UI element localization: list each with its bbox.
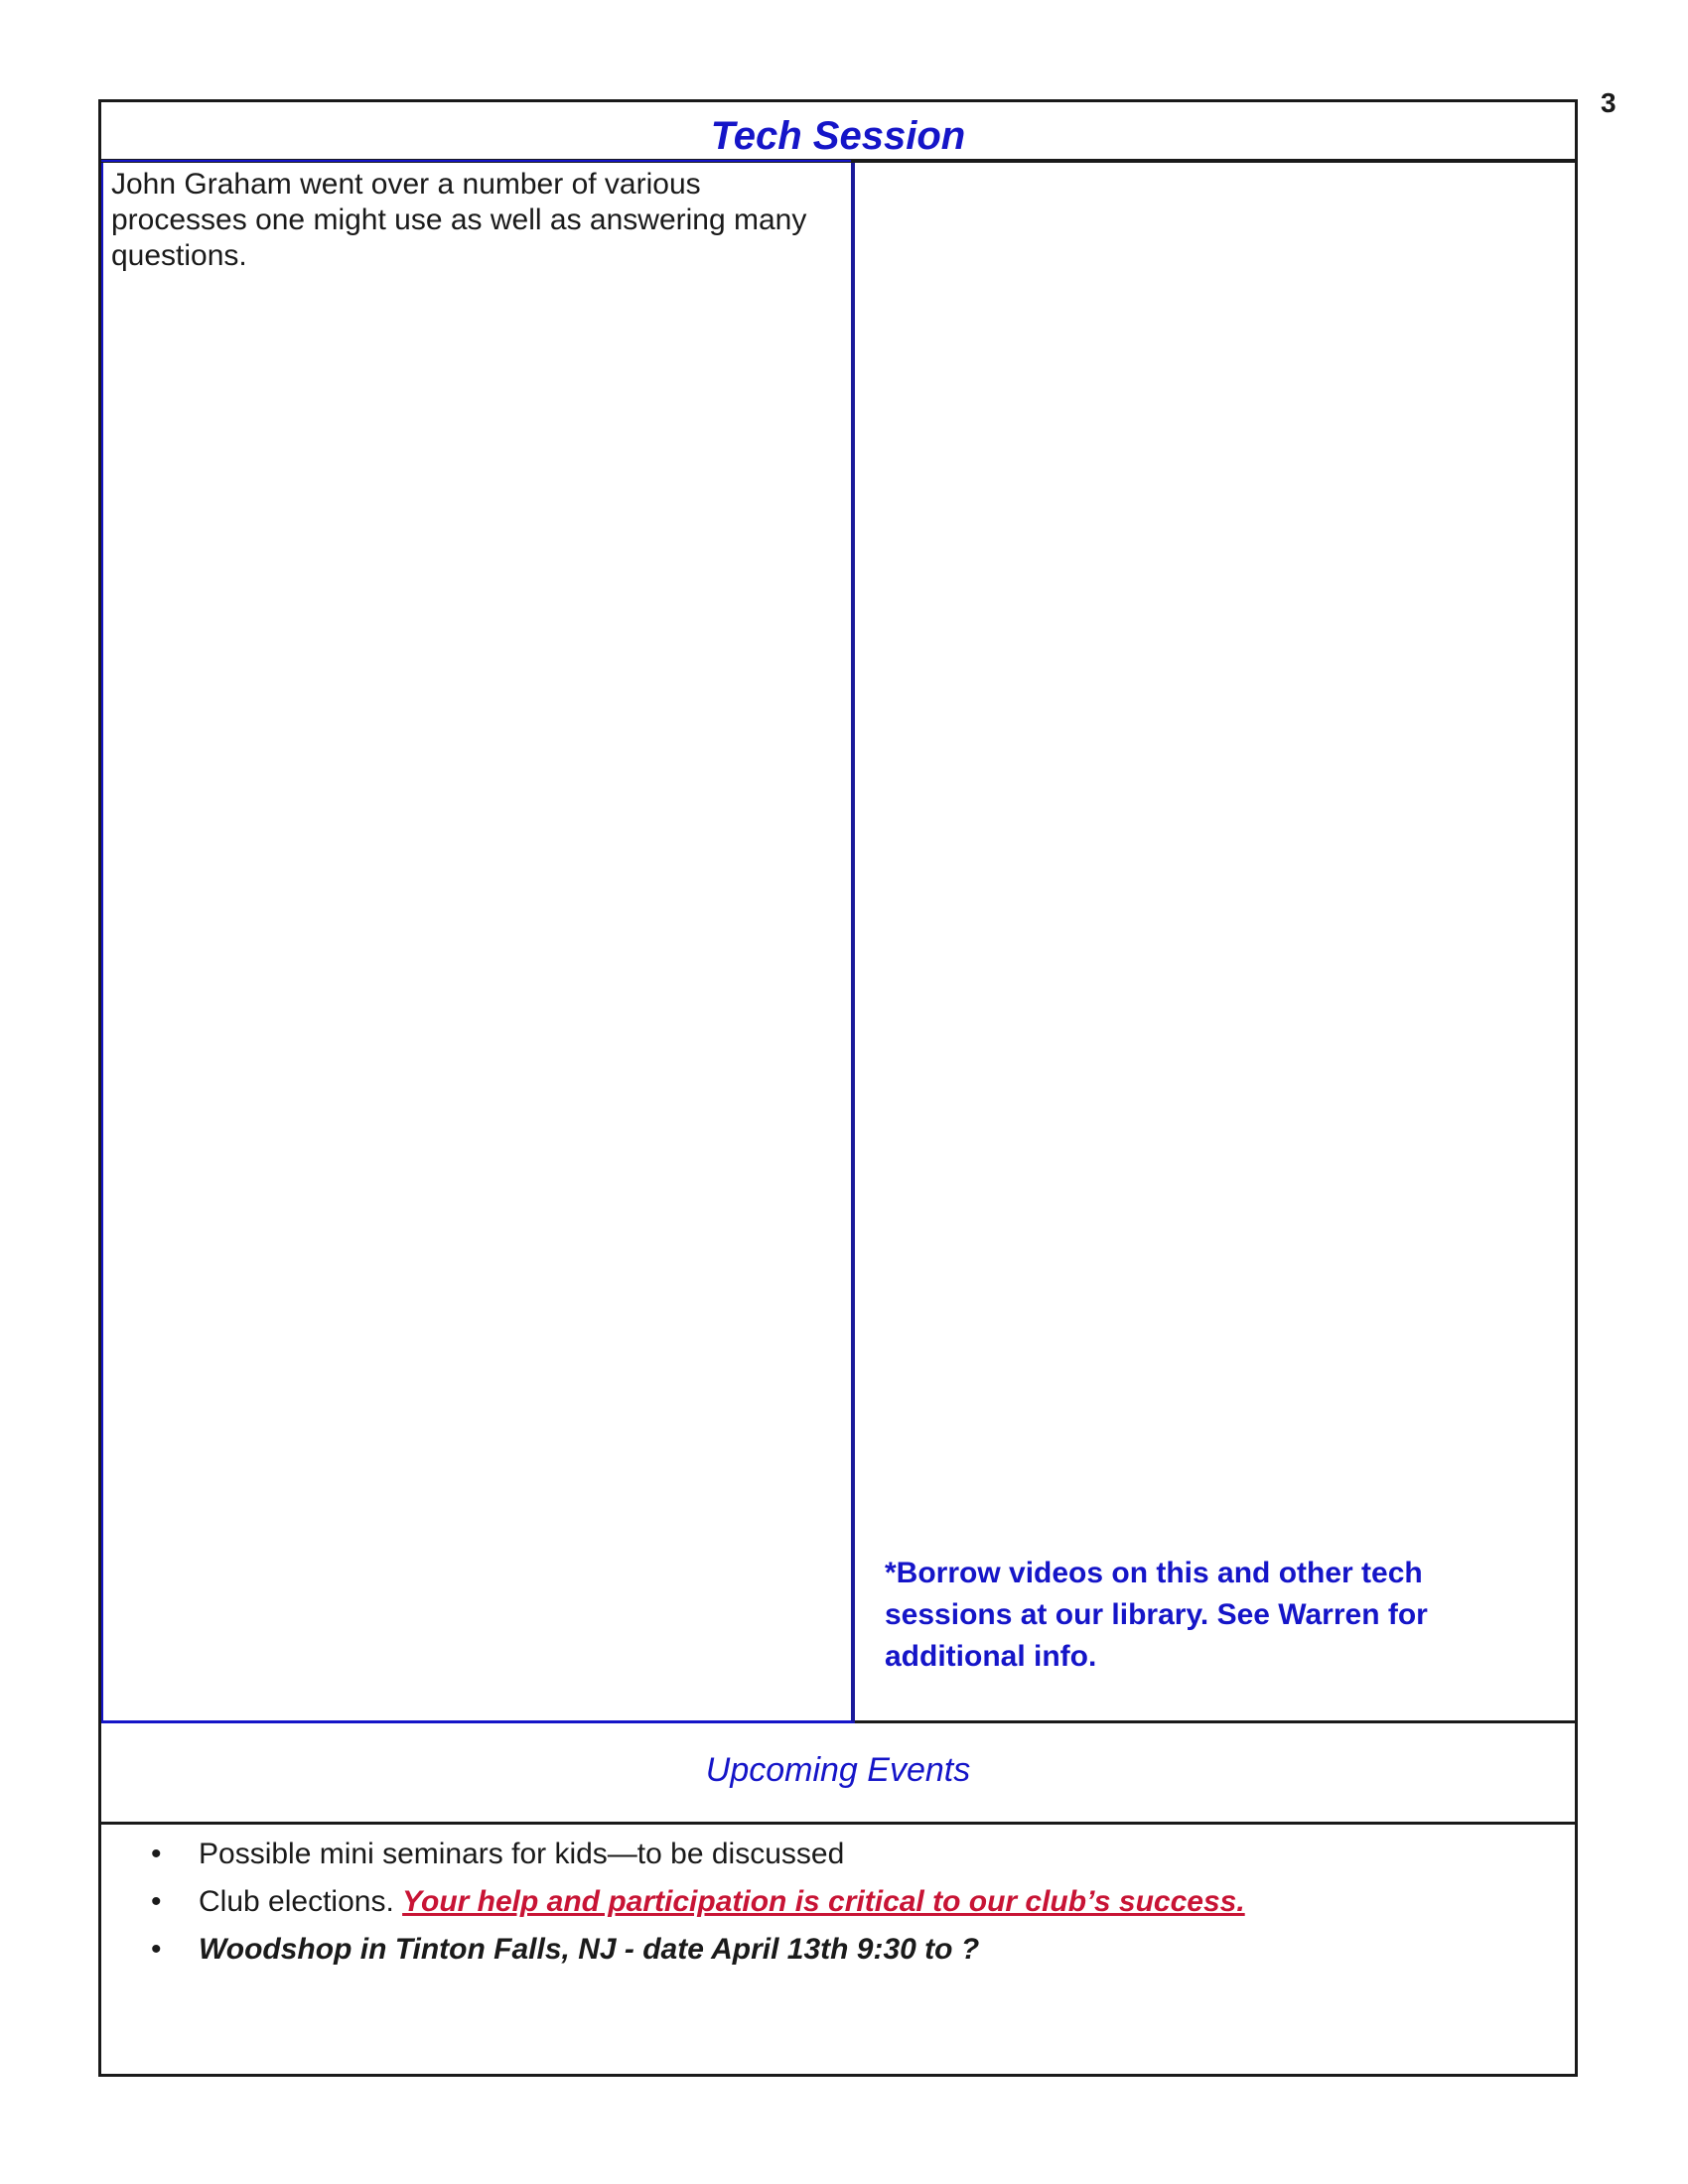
event-text: Possible mini seminars for kids—to be discussed	[199, 1838, 845, 1870]
tech-session-body: John Graham went over a number of various processes one might use as well as answering many questions.	[111, 168, 807, 272]
upcoming-events-title: Upcoming Events	[705, 1751, 971, 1789]
library-note: *Borrow videos on this and other tech sessions at our library. See Warren for additional info.	[885, 1557, 1428, 1673]
bullet-icon: •	[151, 1838, 162, 1870]
bullet-icon: •	[151, 1933, 162, 1966]
tech-session-left-column	[101, 163, 855, 1723]
list-item	[101, 1932, 1575, 1968]
tech-session-header	[101, 102, 1575, 163]
bullet-icon: •	[151, 1885, 162, 1918]
tech-session-right-column	[855, 163, 1575, 1723]
list-item	[101, 1837, 1575, 1872]
tech-session-title: Tech Session	[710, 114, 966, 158]
list-item	[101, 1884, 1575, 1920]
event-text: Woodshop in Tinton Falls, NJ - date April 13th 9:30 to ?	[199, 1933, 980, 1966]
event-emphasis: Your help and participation is critical to our club’s success.	[402, 1885, 1245, 1918]
tech-session-title-rule	[101, 160, 851, 162]
event-text: Club elections.	[199, 1885, 403, 1918]
page-number: 3	[1601, 87, 1617, 118]
upcoming-events-header	[101, 1723, 1575, 1825]
upcoming-events-list	[101, 1825, 1575, 1979]
newsletter-frame	[98, 99, 1578, 2077]
